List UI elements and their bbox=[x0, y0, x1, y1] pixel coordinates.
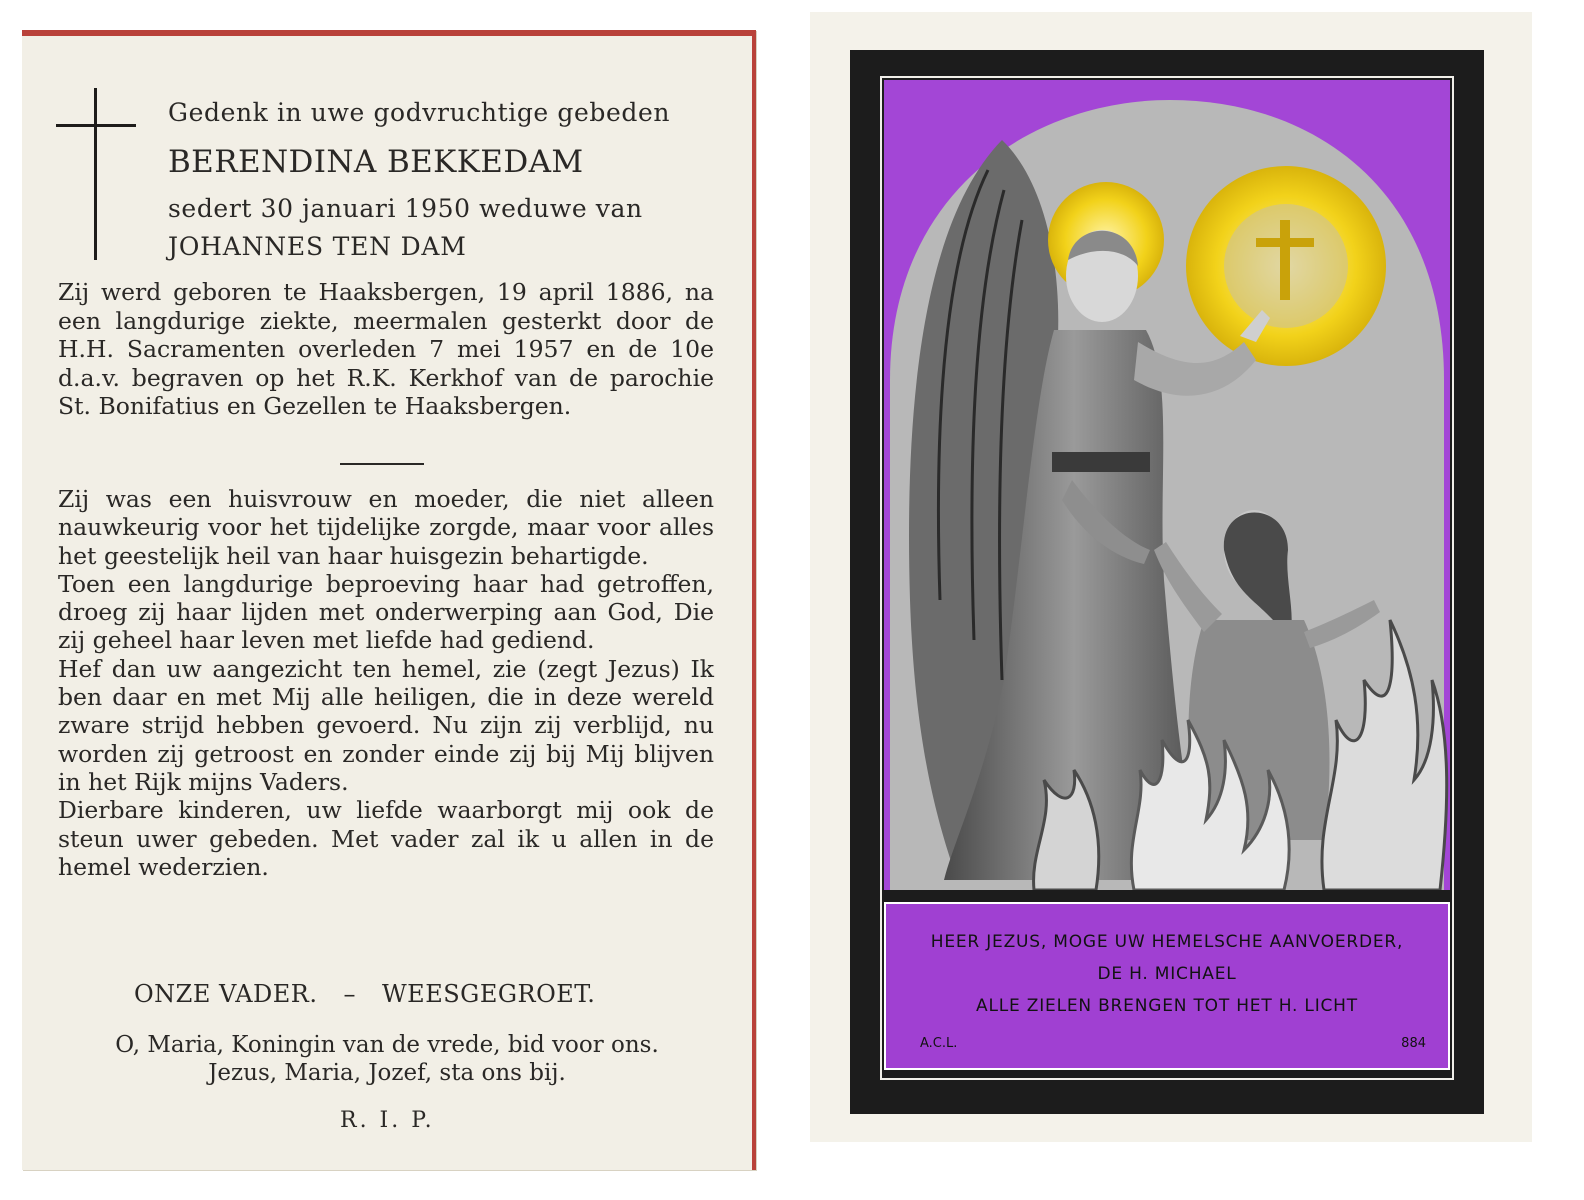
deceased-name: BERENDINA BEKKEDAM bbox=[168, 144, 584, 180]
caption-line-2: DE H. MICHAEL bbox=[1097, 964, 1237, 984]
tribute-paragraph: Zij was een huisvrouw en moeder, die niet alleen nauwkeurig voor het tijdelijke zorgde, maar voor alles het geestelijk heil van haar huisgezin behartigde. bbox=[58, 485, 714, 570]
caption-line-1: HEER JEZUS, MOGE UW HEMELSCHE AANVOERDER, bbox=[930, 932, 1404, 952]
card-top-edge bbox=[22, 30, 752, 36]
caption-panel bbox=[884, 902, 1450, 1070]
memorial-text-card bbox=[22, 30, 756, 1170]
text-divider bbox=[340, 463, 424, 465]
angel-and-soul-in-flames-illustration bbox=[884, 80, 1450, 890]
prayer-separator: – bbox=[343, 980, 356, 1008]
caption-line-3: ALLE ZIELEN BRENGEN TOT HET H. LICHT bbox=[976, 996, 1358, 1016]
cross-in-halo-vertical bbox=[1280, 220, 1290, 300]
illustrated-card bbox=[810, 12, 1532, 1142]
widow-since-line: sedert 30 januari 1950 weduwe van bbox=[168, 194, 643, 223]
publisher-mark: A.C.L. bbox=[920, 1036, 958, 1051]
cross-in-halo-horizontal bbox=[1256, 238, 1314, 247]
prayer-line bbox=[134, 980, 595, 1008]
black-mourning-frame bbox=[850, 50, 1484, 1114]
heading-prayer-line: Gedenk in uwe godvruchtige gebeden bbox=[168, 98, 671, 127]
prayer-our-father: ONZE VADER. bbox=[134, 980, 318, 1008]
suffering-paragraph: Toen een langdurige beproeving haar had getroffen, droeg zij haar lijden met onderwerping aan God, Die zij geheel haar leven met liefde had gediend. bbox=[58, 569, 714, 655]
spouse-name: JOHANNES TEN DAM bbox=[168, 232, 467, 261]
invocation-holy-family: Jezus, Maria, Jozef, sta ons bij. bbox=[208, 1060, 566, 1086]
rip-closing: R. I. P. bbox=[340, 1108, 435, 1133]
prayer-hail-mary: WEESGEGROET. bbox=[382, 980, 596, 1008]
latin-cross-icon-bar bbox=[56, 124, 136, 127]
children-paragraph: Dierbare kinderen, uw liefde waarborgt mij ook de steun uwer gebeden. Met vader zal ik u allen in de hemel wederzien. bbox=[58, 796, 714, 881]
card-number: 884 bbox=[1401, 1036, 1426, 1051]
invocation-mary: O, Maria, Koningin van de vrede, bid voor ons. bbox=[115, 1032, 659, 1058]
scripture-paragraph: Hef dan uw aangezicht ten hemel, zie (zegt Jezus) Ik ben daar en met Mij alle heiligen, die in deze wereld zware strijd hebben gevoerd. Nu zijn zij verblijd, nu worden zij getroost en zonder einde zij bij Mij blijven in het Rijk mijns Vaders. bbox=[58, 654, 714, 796]
tribute-text bbox=[58, 485, 714, 881]
birth-death-paragraph: Zij werd geboren te Haaksbergen, 19 april 1886, na een langdurige ziekte, meermalen gesterkt door de H.H. Sacramenten overleden 7 mei 1957 en de 10e d.a.v. begraven op het R.K. Kerkhof van de parochie St. Bonifatius en Gezellen te Haaksbergen. bbox=[58, 278, 714, 420]
latin-cross-icon bbox=[94, 88, 97, 260]
illustration-svg bbox=[884, 80, 1450, 890]
angel-belt bbox=[1052, 452, 1150, 472]
